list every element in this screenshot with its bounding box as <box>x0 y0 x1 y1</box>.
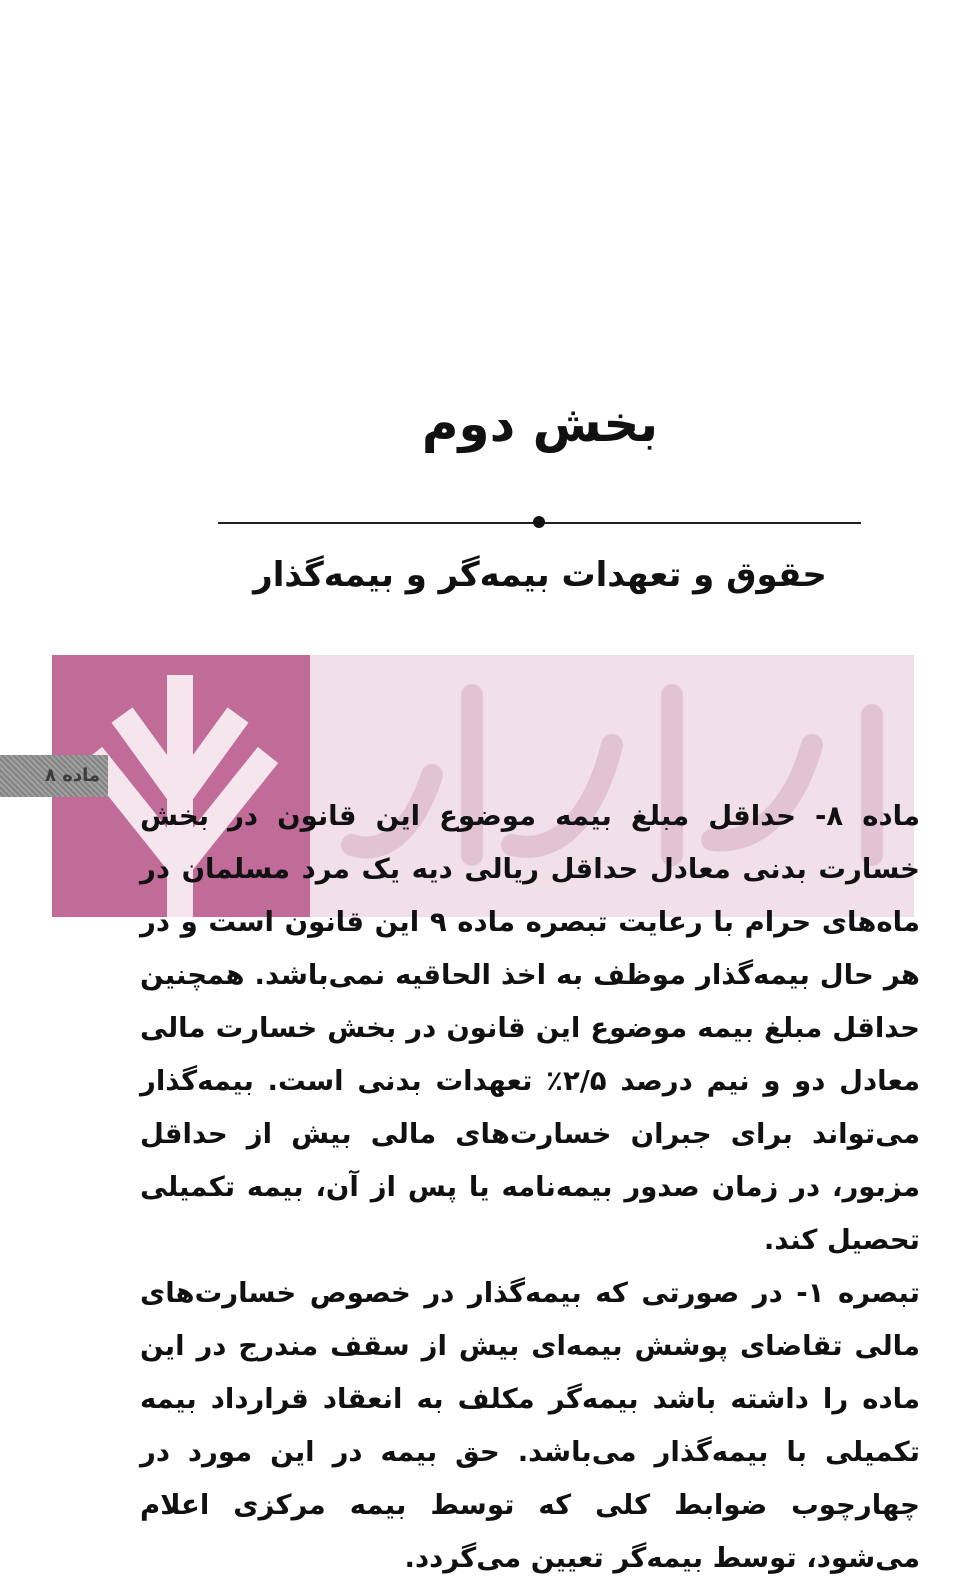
section-subtitle: حقوق و تعهدات بیمه‌گر و بیمه‌گذار <box>253 555 827 595</box>
divider-dot <box>533 516 545 528</box>
article-paragraph: ماده ۸- حداقل مبلغ بیمه موضوع این قانون در بخش خسارت بدنی معادل حداقل ریالی دیه یک مرد مسلمان در ماه‌های حرام با رعایت تبصره ماده ۹ این قانون است و در هر حال بیمه‌گذار موظف به اخذ الحاقیه نمی‌باشد. همچنین حداقل مبلغ بیمه موضوع این قانون در بخش خسارت مالی معادل دو و نیم درصد ۲/۵٪ تعهدات بدنی است. بیمه‌گذار می‌تواند برای جبران خسارت‌های مالی بیش از حداقل مزبور، در زمان صدور بیمه‌نامه یا پس از آن، بیمه تکمیلی تحصیل کند. <box>140 800 921 1256</box>
section-title: بخش دوم <box>421 395 659 453</box>
note-paragraph: تبصره ۱- در صورتی که بیمه‌گذار در خصوص خسارت‌های مالی تقاضای پوشش بیمه‌ای بیش از سقف مندرج در این ماده را داشته باشد بیمه‌گر مکلف به انعقاد قرارداد بیمه تکمیلی با بیمه‌گذار می‌باشد. حق بیمه در این مورد در چهارچوب ضوابط کلی که توسط بیمه مرکزی اعلام می‌شود، توسط بیمه‌گر تعیین می‌گردد. <box>140 1277 920 1574</box>
article-body <box>140 790 920 1585</box>
article-margin-tab: ماده ۸ <box>0 755 108 797</box>
